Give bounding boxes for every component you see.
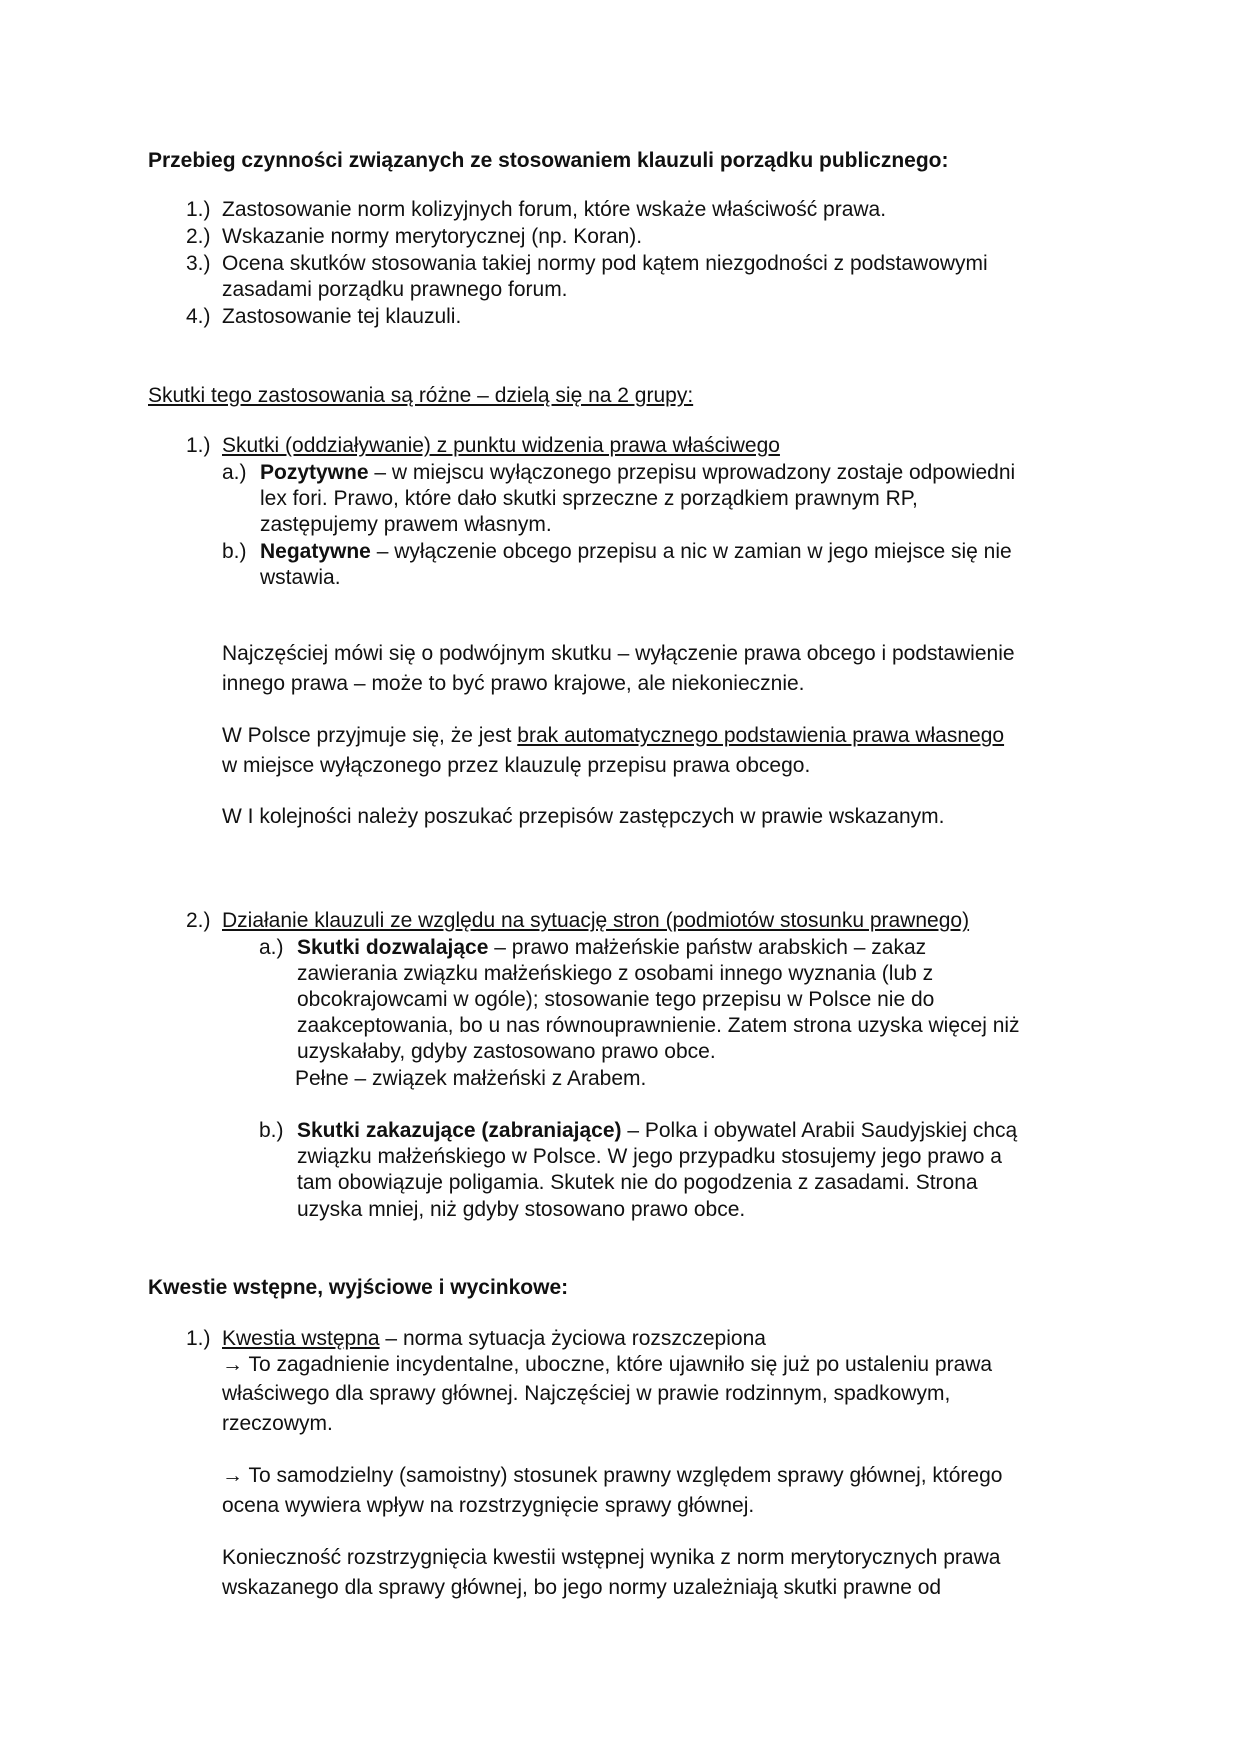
paragraph-line: Konieczność rozstrzygnięcia kwestii wstępnej wynika z norm merytorycznych prawa — [222, 1546, 1001, 1569]
paragraph-line: W I kolejności należy poszukać przepisów zastępczych w prawie wskazanym. — [222, 805, 945, 828]
list-item-number: 2.) — [186, 909, 211, 932]
paragraph-line: właściwego dla sprawy głównej. Najczęściej w prawie rodzinnym, spadkowym, — [222, 1382, 951, 1405]
paragraph-text: W Polsce przyjmuje się, że jest — [222, 724, 518, 747]
list-item-title: Działanie klauzuli ze względu na sytuację stron (podmiotów stosunku prawnego) — [222, 909, 970, 932]
list-item-number: 1.) — [186, 198, 211, 221]
section-heading-effects: Skutki tego zastosowania są różne – dzielą się na 2 grupy: — [148, 384, 694, 407]
paragraph-line: innego prawa – może to być prawo krajowe, ale niekoniecznie. — [222, 672, 805, 695]
term-prohibitive: Skutki zakazujące (zabraniające) — [297, 1119, 622, 1142]
sublist-item-text — [297, 1118, 1017, 1144]
list-item-desc: – norma sytuacja życiowa rozszczepiona — [379, 1327, 766, 1350]
sublist-item-text-continued: wstawia. — [260, 566, 341, 589]
underlined-phrase: brak automatycznego podstawienia prawa własnego — [517, 724, 1005, 747]
list-item-text: Wskazanie normy merytorycznej (np. Koran). — [222, 225, 643, 248]
list-item-text: Zastosowanie tej klauzuli. — [222, 305, 462, 328]
list-item-number: 1.) — [186, 434, 211, 457]
term-negative: Negatywne — [260, 540, 371, 563]
sublist-item-letter: a.) — [222, 461, 247, 484]
paragraph-text: To zagadnienie incydentalne, uboczne, które ujawniło się już po ustaleniu prawa — [243, 1353, 993, 1376]
arrow-right-icon: → — [222, 1353, 243, 1376]
list-item-text: Ocena skutków stosowania takiej normy pod kątem niezgodności z podstawowymi — [222, 252, 988, 275]
list-item-title: Skutki (oddziaływanie) z punktu widzenia prawa właściwego — [222, 434, 780, 457]
term-positive: Pozytywne — [260, 461, 369, 484]
paragraph-line: rzeczowym. — [222, 1412, 333, 1435]
sublist-item-desc: – Polka i obywatel Arabii Saudyjskiej chcą — [621, 1119, 1018, 1142]
sublist-item-desc: – w miejscu wyłączonego przepisu wprowadzony zostaje odpowiedni — [368, 461, 1016, 484]
sublist-item-text-continued: tam obowiązuje poligamia. Skutek nie do pogodzenia z zasadami. Strona — [297, 1171, 978, 1194]
sublist-item-text — [260, 539, 1012, 565]
paragraph-line: Najczęściej mówi się o podwójnym skutku – wyłączenie prawa obcego i podstawienie — [222, 642, 1015, 665]
list-item-text: Zastosowanie norm kolizyjnych forum, które wskaże właściwość prawa. — [222, 198, 887, 221]
list-item-number: 1.) — [186, 1327, 211, 1350]
paragraph-line: w miejsce wyłączonego przez klauzulę przepisu prawa obcego. — [222, 754, 811, 777]
sublist-item-text — [260, 460, 1015, 486]
section-heading-procedure: Przebieg czynności związanych ze stosowaniem klauzuli porządku publicznego: — [148, 149, 949, 172]
paragraph-line — [222, 723, 1004, 749]
sublist-item-text-continued: Pełne – związek małżeński z Arabem. — [295, 1067, 647, 1090]
section-heading-preliminary-issues: Kwestie wstępne, wyjściowe i wycinkowe: — [148, 1276, 569, 1299]
sublist-item-text-continued: lex fori. Prawo, które dało skutki sprzeczne z porządkiem prawnym RP, — [260, 487, 918, 510]
sublist-item-text-continued: uzyska mniej, niż gdyby stosowano prawo obce. — [297, 1198, 746, 1221]
sublist-item-text-continued: związku małżeńskiego w Polsce. W jego przypadku stosujemy jego prawo a — [297, 1145, 1002, 1168]
term-preliminary-question: Kwestia wstępna — [222, 1327, 380, 1350]
sublist-item-text-continued: obcokrajowcami w ogóle); stosowanie tego przepisu w Polsce nie do — [297, 988, 935, 1011]
paragraph-text: To samodzielny (samoistny) stosunek prawny względem sprawy głównej, którego — [243, 1464, 1003, 1487]
paragraph-line: wskazanego dla sprawy głównej, bo jego normy uzależniają skutki prawne od — [222, 1576, 942, 1599]
sublist-item-desc: – prawo małżeńskie państw arabskich – zakaz — [488, 936, 927, 959]
list-item-number: 2.) — [186, 225, 211, 248]
list-item-title — [222, 1326, 766, 1352]
sublist-item-text-continued: uzyskałaby, gdyby zastosowano prawo obce. — [297, 1040, 716, 1063]
paragraph-line: ocena wywiera wpływ na rozstrzygnięcie sprawy głównej. — [222, 1494, 755, 1517]
paragraph-line — [222, 1463, 1002, 1489]
arrow-right-icon: → — [222, 1464, 243, 1487]
list-item-text-continued: zasadami porządku prawnego forum. — [222, 278, 568, 301]
sublist-item-letter: b.) — [222, 540, 247, 563]
sublist-item-text — [297, 935, 926, 961]
list-item-number: 4.) — [186, 305, 211, 328]
term-permissive: Skutki dozwalające — [297, 936, 489, 959]
sublist-item-text-continued: zaakceptowania, bo u nas równouprawnienie. Zatem strona uzyska więcej niż — [297, 1014, 1020, 1037]
paragraph-line — [222, 1352, 992, 1378]
sublist-item-text-continued: zastępujemy prawem własnym. — [260, 513, 552, 536]
sublist-item-letter: b.) — [259, 1119, 284, 1142]
sublist-item-letter: a.) — [259, 936, 284, 959]
sublist-item-text-continued: zawierania związku małżeńskiego z osobami innego wyznania (lub z — [297, 962, 934, 985]
list-item-number: 3.) — [186, 252, 211, 275]
sublist-item-desc: – wyłączenie obcego przepisu a nic w zamian w jego miejsce się nie — [370, 540, 1012, 563]
